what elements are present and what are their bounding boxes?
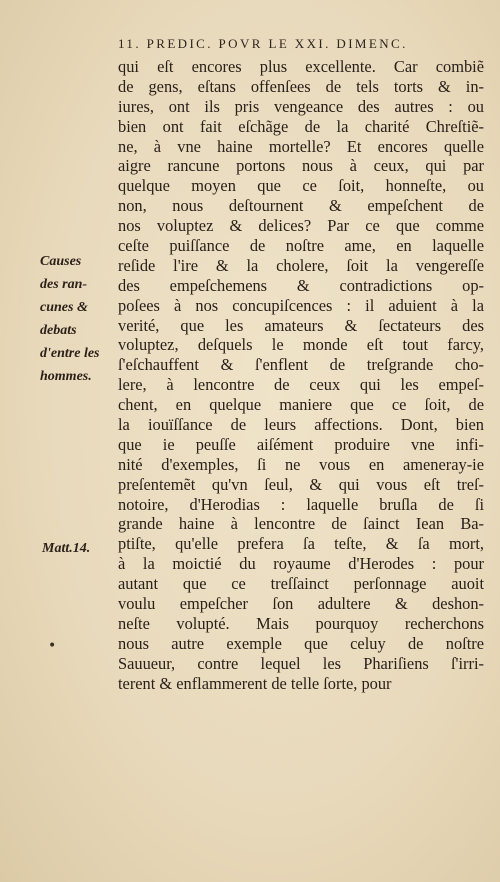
running-head: 11. PREDIC. POVR LE XXI. DIMENC.	[118, 36, 408, 51]
text-line: de gens, eſtans offenſees de tels torts & in-	[118, 76, 484, 96]
text-line: neſte volupté. Mais pourquoy recherchons	[118, 613, 484, 633]
text-line: ne, à vne haine mortelle? Et encores quelle	[118, 136, 484, 156]
text-line: terent & enflammerent de telle ſorte, pour	[118, 673, 392, 693]
text-line: des empeſchemens & contradictions op-	[118, 275, 484, 295]
text-line: aigre rancune portons nous à ceux, qui par	[118, 156, 484, 176]
marginal-note	[40, 250, 114, 388]
text-line: poſees à nos concupiſcences : il aduient à la	[118, 295, 484, 315]
marginal-note-line: cunes &	[40, 300, 88, 315]
marginal-reference: Matt.14.	[42, 541, 91, 556]
marginal-note-line: Causes	[40, 254, 82, 269]
text-line: ceſte puiſſance de noſtre ame, en laquelle	[118, 236, 484, 256]
text-line: nité d'exemples, ſi ne vous en ameneray-ie	[118, 454, 484, 474]
text-line: voluptez, deſquels le monde eſt tout farcy,	[118, 335, 484, 355]
text-line: Sauueur, contre lequel les Phariſiens ſ'irri-	[118, 653, 484, 673]
text-line: nous autre exemple que celuy de noſtre	[118, 633, 484, 653]
text-line: à la moictié du royaume d'Herodes : pour	[118, 554, 484, 574]
text-line: autant que ce treſſainct perſonnage auoit	[118, 574, 484, 594]
text-line: bien ont fait eſchãge de la charité Chreſtiẽ-	[118, 116, 484, 136]
text-line: non, nous deſtournent & empeſchent de	[118, 196, 484, 216]
text-line: verité, que les amateurs & ſectateurs des	[118, 315, 484, 335]
text-line: voulu empeſcher ſon adultere & deshon-	[118, 594, 484, 614]
text-line: qui eſt encores plus excellente. Car combiẽ	[118, 57, 484, 76]
text-line: ptiſte, qu'elle prefera ſa teſte, & ſa mort,	[118, 534, 484, 554]
text-line: nos voluptez & delices? Par ce que comme	[118, 216, 484, 236]
margin-dot: •	[48, 638, 57, 654]
text-line: la iouïſſance de leurs affections. Dont, bien	[118, 415, 484, 435]
marginal-note-line: des ran-	[40, 277, 88, 292]
text-line: que ie peuſſe aiſément produire vne infi-	[118, 434, 484, 454]
body-text	[118, 57, 484, 694]
text-line: chent, en quelque maniere que ce ſoit, de	[118, 395, 484, 415]
text-line: iures, ont ils pris vengeance des autres : ou	[118, 96, 484, 116]
text-line: notoire, d'Herodias : laquelle bruſla de ſi	[118, 494, 484, 514]
text-line: ſ'eſchauffent & ſ'enflent de treſgrande cho-	[118, 355, 484, 375]
text-line: preſentemẽt qu'vn ſeul, & qui vous eſt treſ-	[118, 474, 484, 494]
text-line: lere, à lencontre de ceux qui les empeſ-	[118, 375, 484, 395]
text-line: quelque moyen que ce ſoit, honneſte, ou	[118, 176, 484, 196]
marginal-note-line: debats	[40, 323, 77, 338]
text-line: grande haine à lencontre de ſainct Iean Ba-	[118, 514, 484, 534]
text-line: reſide l'ire & la cholere, ſoit la vengereſſe	[118, 255, 484, 275]
marginal-note-line: hommes.	[40, 369, 92, 384]
marginal-note-line: d'entre les	[40, 346, 100, 361]
